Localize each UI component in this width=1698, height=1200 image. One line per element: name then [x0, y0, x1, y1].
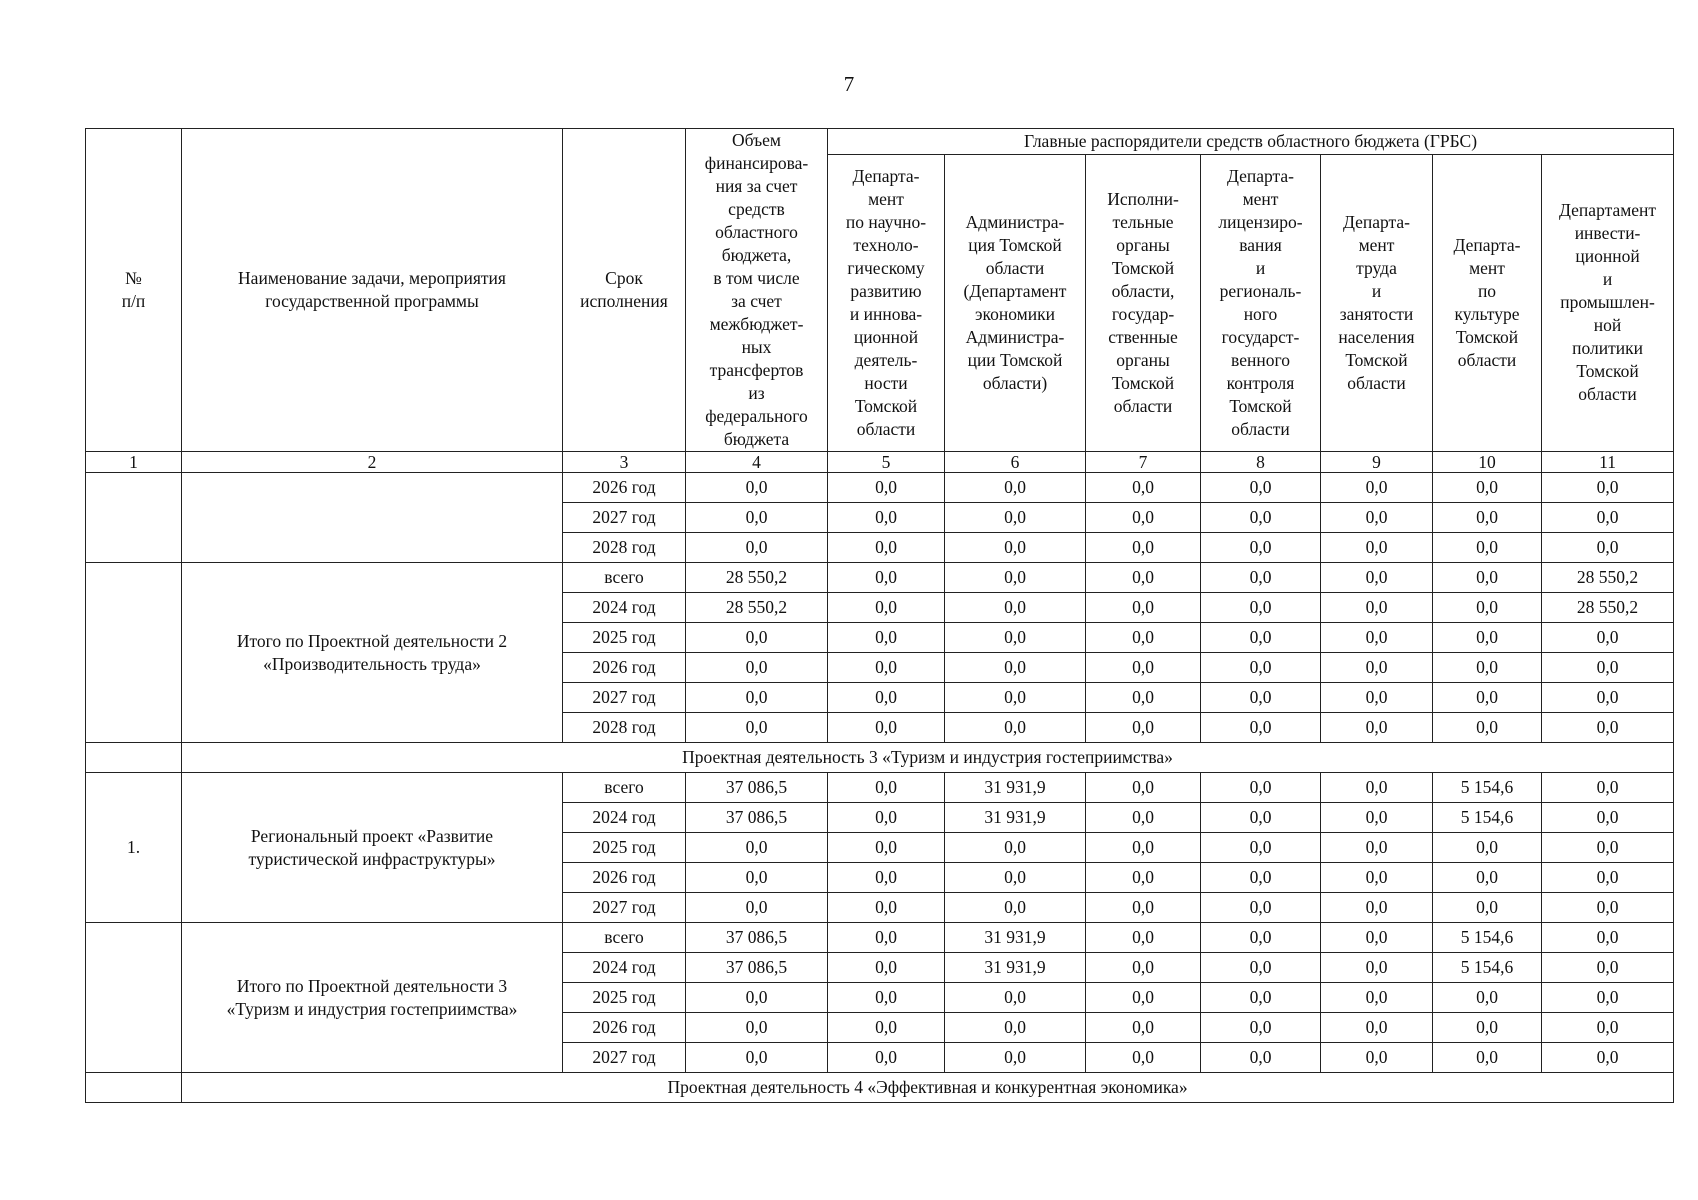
value-cell: 0,0 [945, 983, 1086, 1013]
value-cell: 0,0 [1321, 473, 1433, 503]
value-cell: 0,0 [1542, 533, 1674, 563]
value-cell: 0,0 [1086, 533, 1201, 563]
value-cell: 0,0 [1542, 923, 1674, 953]
value-cell: 31 931,9 [945, 923, 1086, 953]
period-cell: 2024 год [563, 803, 686, 833]
period-cell: 2028 год [563, 713, 686, 743]
column-number: 3 [563, 452, 686, 473]
value-cell: 0,0 [1433, 653, 1542, 683]
value-cell: 0,0 [1433, 863, 1542, 893]
value-cell: 0,0 [1542, 1043, 1674, 1073]
value-cell: 0,0 [1086, 1013, 1201, 1043]
value-cell: 0,0 [1086, 593, 1201, 623]
value-cell: 0,0 [1542, 953, 1674, 983]
table-row [86, 473, 1674, 503]
value-cell: 31 931,9 [945, 773, 1086, 803]
table-row [86, 563, 1674, 593]
page-number: 7 [843, 72, 855, 96]
header-dept-license: Департа- мент лицензиро- вания и региональ- ного государст- венного контроля Томской области [1201, 154, 1321, 451]
header-volume: Объем финансирова- ния за счет средств областного бюджета, в том числе за счет межбюджет- ных трансфертов из федерального бюджета [686, 129, 828, 452]
value-cell: 0,0 [1201, 803, 1321, 833]
value-cell: 0,0 [686, 473, 828, 503]
value-cell: 0,0 [686, 683, 828, 713]
value-cell: 0,0 [1201, 953, 1321, 983]
value-cell: 0,0 [1321, 923, 1433, 953]
value-cell: 0,0 [1201, 653, 1321, 683]
value-cell: 0,0 [1321, 1043, 1433, 1073]
value-cell: 0,0 [945, 1013, 1086, 1043]
value-cell: 0,0 [686, 863, 828, 893]
value-cell: 0,0 [945, 1043, 1086, 1073]
value-cell: 37 086,5 [686, 953, 828, 983]
value-cell: 0,0 [1086, 653, 1201, 683]
value-cell: 0,0 [1321, 563, 1433, 593]
column-number: 8 [1201, 452, 1321, 473]
value-cell: 28 550,2 [1542, 593, 1674, 623]
period-cell: 2027 год [563, 503, 686, 533]
value-cell: 0,0 [1433, 713, 1542, 743]
row-name: Итого по Проектной деятельности 2 «Производительность труда» [182, 563, 563, 743]
value-cell: 0,0 [828, 893, 945, 923]
value-cell: 0,0 [945, 473, 1086, 503]
value-cell: 0,0 [1321, 593, 1433, 623]
value-cell: 0,0 [1086, 713, 1201, 743]
value-cell: 0,0 [1201, 863, 1321, 893]
value-cell: 0,0 [1433, 623, 1542, 653]
value-cell: 0,0 [686, 833, 828, 863]
section-title: Проектная деятельность 4 «Эффективная и конкурентная экономика» [182, 1073, 1674, 1103]
budget-table [85, 128, 1674, 1103]
value-cell: 0,0 [1086, 563, 1201, 593]
value-cell: 0,0 [1201, 1043, 1321, 1073]
value-cell: 0,0 [1542, 623, 1674, 653]
period-cell: 2027 год [563, 683, 686, 713]
value-cell: 0,0 [1201, 773, 1321, 803]
value-cell: 5 154,6 [1433, 953, 1542, 983]
table-header [86, 129, 1674, 473]
value-cell: 0,0 [1542, 833, 1674, 863]
header-dept-labor: Департа- мент труда и занятости населения Томской области [1321, 154, 1433, 451]
value-cell: 0,0 [1201, 713, 1321, 743]
value-cell: 0,0 [1201, 1013, 1321, 1043]
value-cell: 0,0 [945, 653, 1086, 683]
value-cell: 0,0 [1201, 503, 1321, 533]
header-grbs: Главные распорядители средств областного бюджета (ГРБС) [828, 129, 1674, 155]
section-title: Проектная деятельность 3 «Туризм и индустрия гостеприимства» [182, 743, 1674, 773]
value-cell: 0,0 [945, 893, 1086, 923]
value-cell: 0,0 [1086, 1043, 1201, 1073]
value-cell: 0,0 [1321, 983, 1433, 1013]
value-cell: 0,0 [1542, 983, 1674, 1013]
value-cell: 0,0 [1433, 983, 1542, 1013]
value-cell: 0,0 [1433, 833, 1542, 863]
value-cell: 0,0 [1086, 833, 1201, 863]
value-cell: 5 154,6 [1433, 923, 1542, 953]
value-cell: 0,0 [1542, 893, 1674, 923]
value-cell: 0,0 [1433, 473, 1542, 503]
column-number: 11 [1542, 452, 1674, 473]
value-cell: 0,0 [1201, 983, 1321, 1013]
value-cell: 0,0 [1201, 533, 1321, 563]
header-num: № п/п [86, 129, 182, 452]
value-cell: 0,0 [828, 833, 945, 863]
value-cell: 0,0 [945, 713, 1086, 743]
value-cell: 0,0 [1433, 593, 1542, 623]
section-row [86, 743, 1674, 773]
column-number: 2 [182, 452, 563, 473]
period-cell: 2026 год [563, 473, 686, 503]
period-cell: 2024 год [563, 593, 686, 623]
column-number: 10 [1433, 452, 1542, 473]
column-number: 4 [686, 452, 828, 473]
value-cell: 0,0 [1201, 593, 1321, 623]
value-cell: 0,0 [1086, 983, 1201, 1013]
period-cell: всего [563, 773, 686, 803]
value-cell: 0,0 [1086, 473, 1201, 503]
table-body [86, 473, 1674, 1103]
value-cell: 0,0 [945, 623, 1086, 653]
value-cell: 0,0 [1321, 533, 1433, 563]
value-cell: 0,0 [686, 623, 828, 653]
value-cell: 0,0 [1201, 683, 1321, 713]
value-cell: 0,0 [1321, 833, 1433, 863]
value-cell: 0,0 [1201, 563, 1321, 593]
value-cell: 0,0 [828, 473, 945, 503]
value-cell: 0,0 [828, 713, 945, 743]
value-cell: 0,0 [828, 623, 945, 653]
value-cell: 0,0 [1086, 953, 1201, 983]
value-cell: 0,0 [828, 653, 945, 683]
value-cell: 0,0 [1321, 953, 1433, 983]
value-cell: 0,0 [1201, 833, 1321, 863]
header-dept-science: Департа- мент по научно- техноло- гическому развитию и иннова- ционной деятель- ности Томской области [828, 154, 945, 451]
value-cell: 0,0 [1321, 503, 1433, 533]
row-name: Региональный проект «Развитие туристической инфраструктуры» [182, 773, 563, 923]
header-name: Наименование задачи, мероприятия государственной программы [182, 129, 563, 452]
value-cell: 0,0 [1086, 803, 1201, 833]
period-cell: всего [563, 923, 686, 953]
header-dept-culture: Департа- мент по культуре Томской области [1433, 154, 1542, 451]
row-num [86, 923, 182, 1073]
value-cell: 0,0 [828, 593, 945, 623]
header-term: Срок исполнения [563, 129, 686, 452]
period-cell: 2025 год [563, 833, 686, 863]
value-cell: 0,0 [1321, 893, 1433, 923]
value-cell: 0,0 [1086, 923, 1201, 953]
value-cell: 0,0 [686, 503, 828, 533]
period-cell: 2027 год [563, 893, 686, 923]
value-cell: 0,0 [945, 863, 1086, 893]
value-cell: 0,0 [686, 1013, 828, 1043]
value-cell: 28 550,2 [686, 563, 828, 593]
value-cell: 0,0 [1321, 803, 1433, 833]
header-executive: Исполни- тельные органы Томской области, государ- ственные органы Томской области [1086, 154, 1201, 451]
value-cell: 0,0 [828, 863, 945, 893]
value-cell: 0,0 [828, 1043, 945, 1073]
value-cell: 0,0 [1321, 713, 1433, 743]
period-cell: 2028 год [563, 533, 686, 563]
value-cell: 0,0 [1542, 653, 1674, 683]
value-cell: 0,0 [945, 683, 1086, 713]
value-cell: 0,0 [945, 503, 1086, 533]
header-dept-invest: Департамент инвести- ционной и промышлен- ной политики Томской области [1542, 154, 1674, 451]
value-cell: 0,0 [686, 653, 828, 683]
value-cell: 0,0 [828, 773, 945, 803]
column-number: 7 [1086, 452, 1201, 473]
period-cell: 2027 год [563, 1043, 686, 1073]
value-cell: 0,0 [1086, 503, 1201, 533]
value-cell: 0,0 [1433, 503, 1542, 533]
column-number: 1 [86, 452, 182, 473]
value-cell: 37 086,5 [686, 923, 828, 953]
value-cell: 0,0 [828, 923, 945, 953]
value-cell: 37 086,5 [686, 773, 828, 803]
value-cell: 0,0 [828, 803, 945, 833]
value-cell: 0,0 [945, 593, 1086, 623]
value-cell: 0,0 [1433, 1043, 1542, 1073]
value-cell: 0,0 [1542, 503, 1674, 533]
period-cell: 2025 год [563, 983, 686, 1013]
value-cell: 5 154,6 [1433, 773, 1542, 803]
value-cell: 37 086,5 [686, 803, 828, 833]
value-cell: 0,0 [686, 893, 828, 923]
value-cell: 0,0 [1542, 713, 1674, 743]
column-numbers-row [86, 452, 1674, 473]
period-cell: 2024 год [563, 953, 686, 983]
table-row [86, 773, 1674, 803]
value-cell: 0,0 [1433, 563, 1542, 593]
section-num [86, 1073, 182, 1103]
column-number: 5 [828, 452, 945, 473]
value-cell: 0,0 [828, 563, 945, 593]
value-cell: 0,0 [945, 563, 1086, 593]
value-cell: 0,0 [1086, 683, 1201, 713]
value-cell: 31 931,9 [945, 953, 1086, 983]
period-cell: 2026 год [563, 653, 686, 683]
value-cell: 0,0 [1542, 863, 1674, 893]
value-cell: 0,0 [1433, 533, 1542, 563]
column-number: 6 [945, 452, 1086, 473]
value-cell: 0,0 [1201, 473, 1321, 503]
value-cell: 0,0 [1086, 893, 1201, 923]
row-num [86, 563, 182, 743]
value-cell: 0,0 [828, 503, 945, 533]
value-cell: 0,0 [1542, 803, 1674, 833]
value-cell: 0,0 [828, 983, 945, 1013]
value-cell: 0,0 [1321, 1013, 1433, 1043]
value-cell: 28 550,2 [686, 593, 828, 623]
value-cell: 0,0 [686, 1043, 828, 1073]
value-cell: 0,0 [1433, 1013, 1542, 1043]
value-cell: 0,0 [945, 833, 1086, 863]
row-num [86, 473, 182, 563]
value-cell: 0,0 [1201, 893, 1321, 923]
section-row [86, 1073, 1674, 1103]
value-cell: 28 550,2 [1542, 563, 1674, 593]
value-cell: 0,0 [1542, 1013, 1674, 1043]
value-cell: 0,0 [828, 683, 945, 713]
value-cell: 0,0 [1086, 623, 1201, 653]
section-num [86, 743, 182, 773]
value-cell: 0,0 [1086, 773, 1201, 803]
header-admin: Администра- ция Томской области (Департамент экономики Администра- ции Томской области) [945, 154, 1086, 451]
value-cell: 0,0 [1542, 683, 1674, 713]
value-cell: 0,0 [1321, 773, 1433, 803]
column-number: 9 [1321, 452, 1433, 473]
value-cell: 0,0 [1321, 683, 1433, 713]
period-cell: всего [563, 563, 686, 593]
row-num: 1. [86, 773, 182, 923]
table-row [86, 923, 1674, 953]
period-cell: 2026 год [563, 863, 686, 893]
period-cell: 2025 год [563, 623, 686, 653]
value-cell: 0,0 [828, 533, 945, 563]
value-cell: 0,0 [686, 533, 828, 563]
value-cell: 0,0 [1433, 683, 1542, 713]
value-cell: 0,0 [1433, 893, 1542, 923]
row-name: Итого по Проектной деятельности 3 «Туризм и индустрия гостеприимства» [182, 923, 563, 1073]
value-cell: 31 931,9 [945, 803, 1086, 833]
value-cell: 0,0 [1321, 623, 1433, 653]
value-cell: 0,0 [1086, 863, 1201, 893]
value-cell: 0,0 [828, 953, 945, 983]
value-cell: 0,0 [1321, 863, 1433, 893]
value-cell: 0,0 [1321, 653, 1433, 683]
value-cell: 0,0 [686, 983, 828, 1013]
value-cell: 0,0 [1542, 773, 1674, 803]
value-cell: 0,0 [828, 1013, 945, 1043]
value-cell: 0,0 [686, 713, 828, 743]
value-cell: 0,0 [1542, 473, 1674, 503]
row-name [182, 473, 563, 563]
value-cell: 0,0 [945, 533, 1086, 563]
value-cell: 5 154,6 [1433, 803, 1542, 833]
period-cell: 2026 год [563, 1013, 686, 1043]
value-cell: 0,0 [1201, 623, 1321, 653]
value-cell: 0,0 [1201, 923, 1321, 953]
